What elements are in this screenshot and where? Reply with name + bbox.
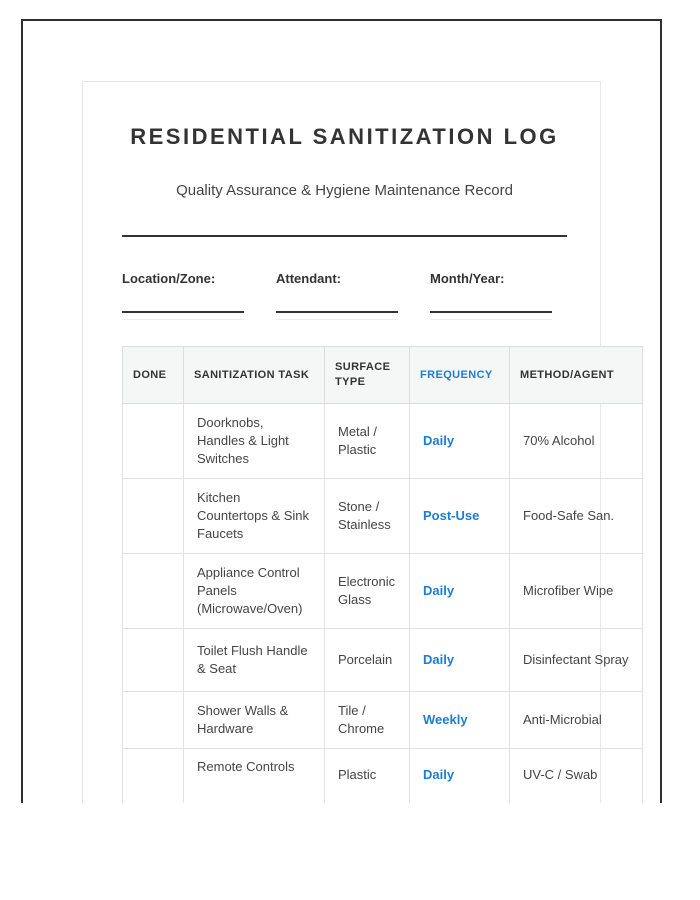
frequency-cell: Daily bbox=[410, 554, 510, 629]
method-cell: Disinfectant Spray bbox=[510, 629, 643, 692]
frequency-cell: Weekly bbox=[410, 692, 510, 749]
task-cell: Appliance Control Panels (Microwave/Oven) bbox=[184, 554, 325, 629]
table-row bbox=[123, 404, 643, 479]
header-fields bbox=[122, 271, 567, 320]
frequency-cell: Daily bbox=[410, 629, 510, 692]
column-header-task: SANITIZATION TASK bbox=[184, 347, 325, 404]
column-header-frequency: FREQUENCY bbox=[410, 347, 510, 404]
field-location-zone bbox=[122, 271, 244, 320]
method-cell: 70% Alcohol bbox=[510, 404, 643, 479]
done-checkbox-cell[interactable] bbox=[123, 404, 184, 479]
table-row bbox=[123, 554, 643, 629]
location-zone-input-line[interactable] bbox=[122, 286, 244, 313]
column-header-method: METHOD/AGENT bbox=[510, 347, 643, 404]
surface-cell: Metal / Plastic bbox=[325, 404, 410, 479]
page-subtitle: Quality Assurance & Hygiene Maintenance Record bbox=[176, 182, 513, 199]
task-cell: Shower Walls & Hardware bbox=[184, 692, 325, 749]
task-cell: Remote Controls bbox=[184, 749, 325, 804]
table-header-row bbox=[123, 347, 643, 404]
location-zone-underline-shadow bbox=[122, 313, 244, 320]
sanitization-log-table bbox=[122, 346, 643, 803]
method-cell: UV-C / Swab bbox=[510, 749, 643, 804]
field-attendant bbox=[276, 271, 398, 320]
done-checkbox-cell[interactable] bbox=[123, 554, 184, 629]
method-cell: Microfiber Wipe bbox=[510, 554, 643, 629]
task-cell: Toilet Flush Handle & Seat bbox=[184, 629, 325, 692]
attendant-label: Attendant: bbox=[276, 271, 341, 286]
table-row bbox=[123, 629, 643, 692]
method-cell: Food-Safe San. bbox=[510, 479, 643, 554]
table-row bbox=[123, 479, 643, 554]
done-checkbox-cell[interactable] bbox=[123, 749, 184, 804]
location-zone-label: Location/Zone: bbox=[122, 271, 216, 286]
surface-cell: Plastic bbox=[325, 749, 410, 804]
month-year-label: Month/Year: bbox=[430, 271, 505, 286]
surface-cell: Tile / Chrome bbox=[325, 692, 410, 749]
task-cell: Kitchen Countertops & Sink Faucets bbox=[184, 479, 325, 554]
sanitization-log-sheet bbox=[82, 81, 629, 803]
month-year-underline-shadow bbox=[430, 313, 552, 320]
page-title: RESIDENTIAL SANITIZATION LOG bbox=[130, 124, 559, 149]
month-year-input-line[interactable] bbox=[430, 286, 552, 313]
field-month-year bbox=[430, 271, 552, 320]
attendant-input-line[interactable] bbox=[276, 286, 398, 313]
table-row bbox=[123, 749, 643, 804]
method-cell: Anti-Microbial bbox=[510, 692, 643, 749]
task-cell: Doorknobs, Handles & Light Switches bbox=[184, 404, 325, 479]
done-checkbox-cell[interactable] bbox=[123, 629, 184, 692]
done-checkbox-cell[interactable] bbox=[123, 479, 184, 554]
table-row bbox=[123, 692, 643, 749]
attendant-underline-shadow bbox=[276, 313, 398, 320]
column-header-done: DONE bbox=[123, 347, 184, 404]
column-header-surface: SURFACE TYPE bbox=[325, 347, 410, 404]
done-checkbox-cell[interactable] bbox=[123, 692, 184, 749]
page-frame bbox=[21, 19, 662, 803]
frequency-cell: Daily bbox=[410, 749, 510, 804]
title-divider bbox=[122, 235, 567, 237]
frequency-cell: Daily bbox=[410, 404, 510, 479]
frequency-cell: Post-Use bbox=[410, 479, 510, 554]
surface-cell: Electronic Glass bbox=[325, 554, 410, 629]
surface-cell: Porcelain bbox=[325, 629, 410, 692]
surface-cell: Stone / Stainless bbox=[325, 479, 410, 554]
